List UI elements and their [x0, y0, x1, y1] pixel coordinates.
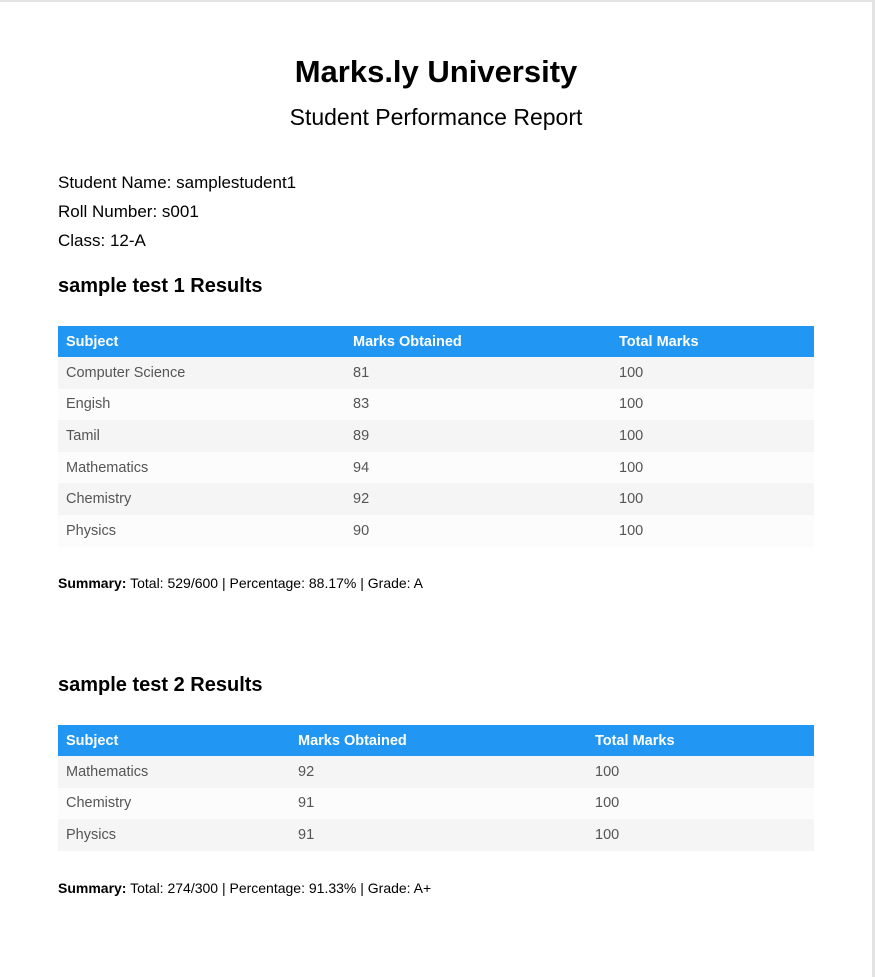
- marks-obtained-cell: 81: [345, 357, 611, 389]
- table-row: [58, 420, 814, 452]
- subject-cell: Tamil: [58, 420, 345, 452]
- report-subtitle: Student Performance Report: [289, 104, 583, 130]
- total-marks-cell: 100: [611, 357, 814, 389]
- column-header-subject: Subject: [58, 326, 345, 357]
- table-row: [58, 819, 814, 851]
- subject-cell: Mathematics: [58, 756, 290, 788]
- roll-number: Roll Number: s001: [58, 202, 199, 221]
- total-marks-cell: 100: [587, 756, 814, 788]
- table-row: [58, 756, 814, 788]
- class-info: Class: 12-A: [58, 231, 146, 250]
- total-marks-cell: 100: [611, 452, 814, 484]
- marks-obtained-cell: 83: [345, 389, 611, 421]
- column-header-marks-obtained: Marks Obtained: [290, 725, 587, 756]
- test-1-title: sample test 1 Results: [58, 275, 263, 297]
- summary-text: Total: 274/300 | Percentage: 91.33% | Grade: A+: [126, 880, 432, 896]
- table-row: [58, 357, 814, 389]
- table-header-row: [58, 326, 814, 357]
- total-marks-cell: 100: [611, 483, 814, 515]
- total-marks-cell: 100: [587, 819, 814, 851]
- marks-obtained-cell: 89: [345, 420, 611, 452]
- table-row: [58, 788, 814, 820]
- test-1-results-table: [58, 326, 814, 547]
- university-title: Marks.ly University: [294, 54, 578, 89]
- test-2-summary: [58, 880, 431, 896]
- marks-obtained-cell: 92: [345, 483, 611, 515]
- total-marks-cell: 100: [611, 420, 814, 452]
- column-header-marks-obtained: Marks Obtained: [345, 326, 611, 357]
- subject-cell: Mathematics: [58, 452, 345, 484]
- student-name: Student Name: samplestudent1: [58, 173, 297, 192]
- test-1-summary: [58, 575, 423, 591]
- marks-obtained-cell: 94: [345, 452, 611, 484]
- summary-text: Total: 529/600 | Percentage: 88.17% | Grade: A: [126, 575, 424, 591]
- subject-cell: Chemistry: [58, 788, 290, 820]
- column-header-subject: Subject: [58, 725, 290, 756]
- test-2-results-table: [58, 725, 814, 851]
- summary-label: Summary:: [58, 575, 127, 591]
- subject-cell: Chemistry: [58, 483, 345, 515]
- table-row: [58, 515, 814, 547]
- table-header-row: [58, 725, 814, 756]
- table-row: [58, 389, 814, 421]
- subject-cell: Physics: [58, 819, 290, 851]
- subject-cell: Computer Science: [58, 357, 345, 389]
- summary-label: Summary:: [58, 880, 127, 896]
- total-marks-cell: 100: [611, 515, 814, 547]
- table-row: [58, 483, 814, 515]
- subject-cell: Engish: [58, 389, 345, 421]
- marks-obtained-cell: 91: [290, 819, 587, 851]
- marks-obtained-cell: 91: [290, 788, 587, 820]
- test-2-title: sample test 2 Results: [58, 674, 263, 696]
- marks-obtained-cell: 92: [290, 756, 587, 788]
- total-marks-cell: 100: [611, 389, 814, 421]
- column-header-total-marks: Total Marks: [587, 725, 814, 756]
- total-marks-cell: 100: [587, 788, 814, 820]
- table-row: [58, 452, 814, 484]
- subject-cell: Physics: [58, 515, 345, 547]
- marks-obtained-cell: 90: [345, 515, 611, 547]
- column-header-total-marks: Total Marks: [611, 326, 814, 357]
- page-top-border: [0, 0, 875, 2]
